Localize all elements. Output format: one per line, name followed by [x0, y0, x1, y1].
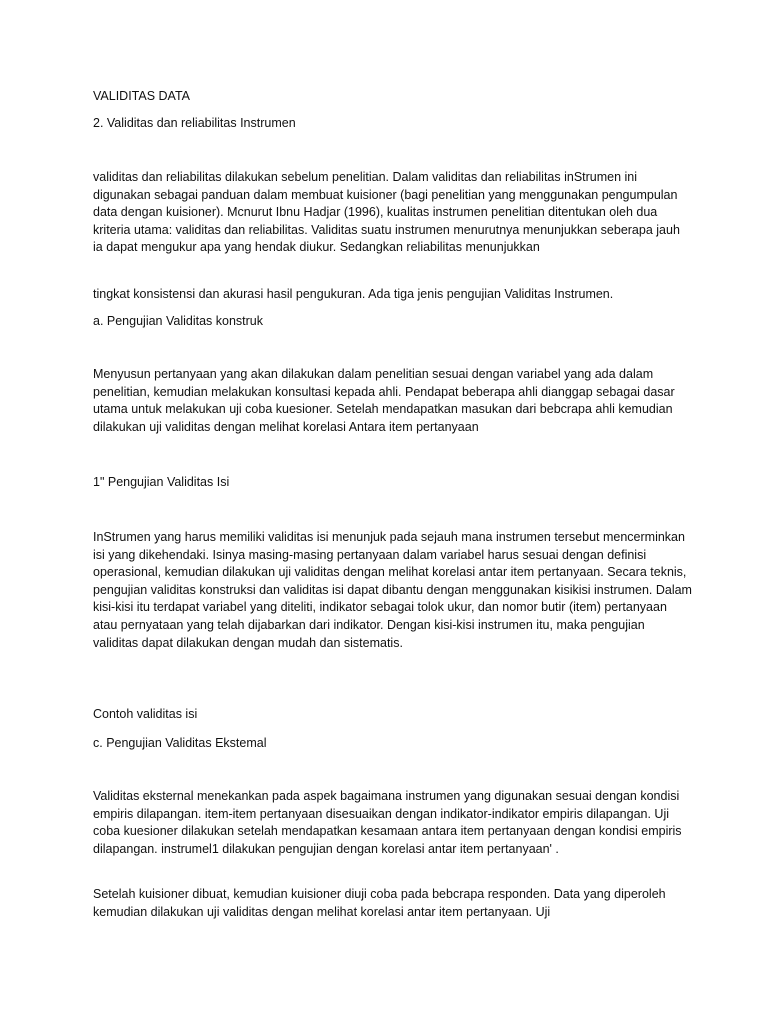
paragraph-4: InStrumen yang harus memiliki validitas isi menunjuk pada sejauh mana instrumen tersebut mencerminkan isi yang dikehendaki. Isinya masing-masing pertanyaan dalam variabel harus sesuai dengan definisi operasional, kemudian dilakukan uji validitas dengan melihat korelasi antar item pertanyaan. Secara teknis, pengujian validitas konstruksi dan validitas isi dapat dibantu dengan menggunakan kisikisi instrumen. Dalam kisi-kisi itu terdapat variabel yang diteliti, indikator sebagai tolok ukur, dan nomor butir (item) pertanyaan atau pernyataan yang telah dijabarkan dari indikator. Dengan kisi-kisi instrumen itu, maka pengujian validitas dapat dilakukan dengan mudah dan sistematis. [93, 530, 692, 650]
section-2-heading: 2. Validitas dan reliabilitas Instrumen [93, 116, 296, 130]
example-label: Contoh validitas isi [93, 707, 198, 721]
paragraph-6: Setelah kuisioner dibuat, kemudian kuisioner diuji coba pada bebcrapa responden. Data yang diperoleh kemudian dilakukan uji validitas dengan melihat korelasi antar item pertanyaan. Uji [93, 887, 666, 919]
subsection-1-heading: 1" Pengujian Validitas Isi [93, 475, 230, 489]
subsection-a-heading: a. Pengujian Validitas konstruk [93, 314, 264, 328]
paragraph-2: tingkat konsistensi dan akurasi hasil pengukuran. Ada tiga jenis pengujian Validitas Instrumen. [93, 287, 614, 301]
paragraph-5: Validitas eksternal menekankan pada aspek bagaimana instrumen yang digunakan sesuai dengan kondisi empiris dilapangan. item-item pertanyaan disesuaikan dengan indikator-indikator empiris dilapangan. Uji coba kuesioner dilakukan setelah mendapatkan kesamaan antara item pertanyaan dengan kondisi empiris dilapangan. instrumel1 dilakukan pengujian dengan korelasi antar item pertanyaan' . [93, 789, 682, 856]
paragraph-3: Menyusun pertanyaan yang akan dilakukan dalam penelitian sesuai dengan variabel yang ada dalam penelitian, kemudian melakukan konsultasi kepada ahli. Pendapat beberapa ahli dianggap sebagai dasar utama untuk melakukan uji coba kuesioner. Setelah mendapatkan masukan dari bebcrapa ahli kemudian dilakukan uji validitas dengan melihat korelasi Antara item pertanyaan [93, 367, 675, 434]
subsection-c-heading: c. Pengujian Validitas Ekstemal [93, 736, 267, 750]
paragraph-1: validitas dan reliabilitas dilakukan sebelum penelitian. Dalam validitas dan reliabilitas inStrumen ini digunakan sebagai panduan dalam membuat kuisioner (bagi penelitian yang menggunakan pengumpulan data dengan kuisioner). Mcnurut Ibnu Hadjar (1996), kualitas instrumen penelitian ditentukan oleh dua kriteria utama: validitas dan reliabilitas. Validitas suatu instrumen menurutnya menunjukkan seberapa jauh ia dapat mengukur apa yang hendak diukur. Sedangkan reliabilitas menunjukkan [93, 170, 680, 255]
document-title: VALIDITAS DATA [93, 89, 191, 103]
